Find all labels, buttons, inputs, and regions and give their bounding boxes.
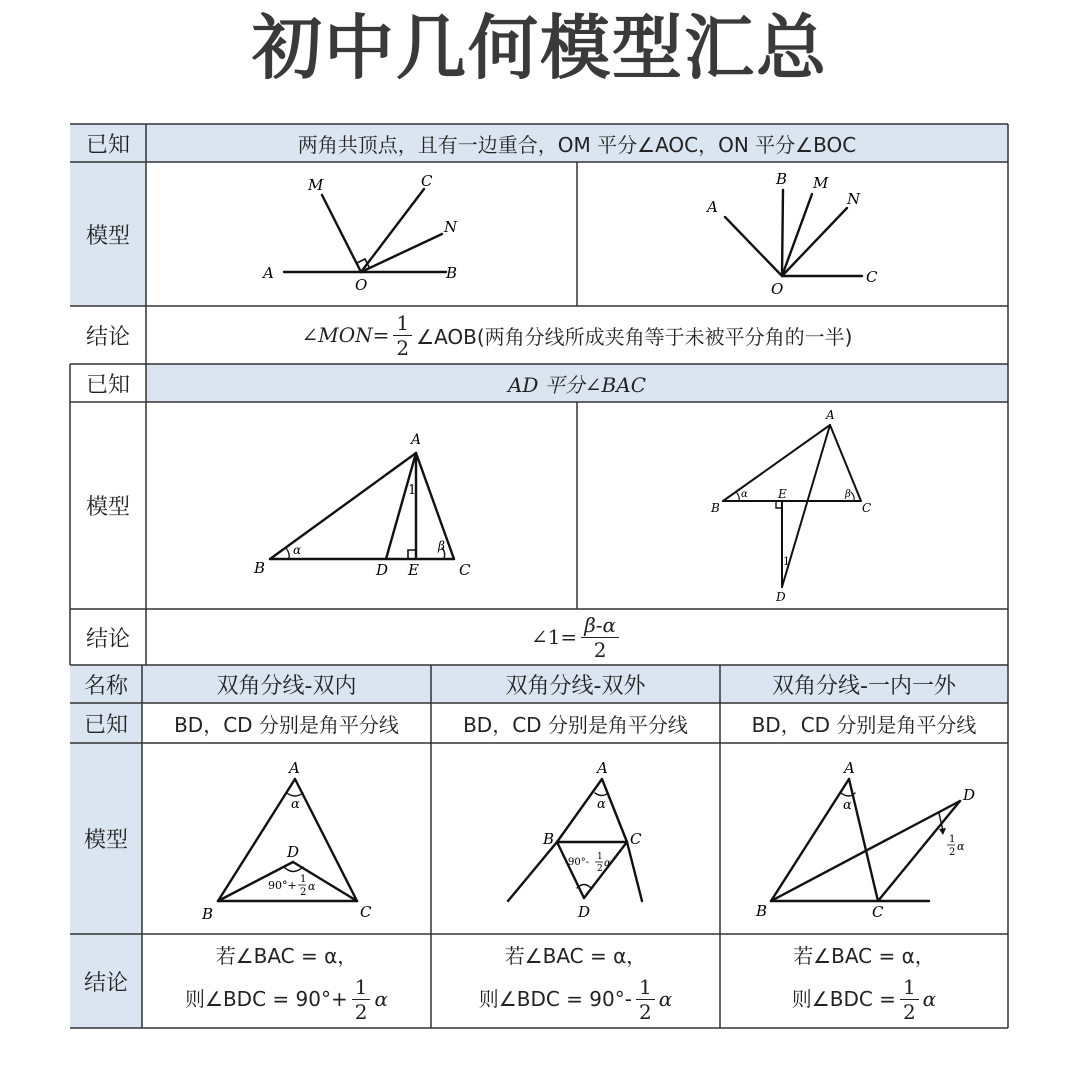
conclusion-pre: ∠1= xyxy=(530,625,578,649)
s2-model-label: 模型 xyxy=(70,402,146,609)
fraction xyxy=(581,612,619,662)
interior-exterior-bisector-figure xyxy=(720,743,1008,934)
conclusion-post: ∠AOB(两角分线所成夹角等于未被平分角的一半) xyxy=(416,324,853,349)
triangle-altitude-figure-2 xyxy=(577,402,1008,609)
fraction-denominator: 2 xyxy=(902,999,916,1024)
label-c: C xyxy=(866,268,878,286)
label-a: A xyxy=(826,408,835,422)
label-d: D xyxy=(376,561,389,579)
label-a: A xyxy=(263,264,274,282)
conclusion-pre: ∠MON= xyxy=(301,323,390,347)
ray-on xyxy=(782,208,847,276)
s3-conclusion-label: 结论 xyxy=(70,934,142,1028)
label-a: A xyxy=(289,759,300,777)
page-title: 初中几何模型汇总 xyxy=(252,7,828,89)
s2-model-figure-1 xyxy=(146,402,577,609)
label-angle-post: α xyxy=(957,840,965,853)
arc-beta xyxy=(851,492,854,501)
s3-col1-figure xyxy=(142,743,431,934)
s1-known-label: 已知 xyxy=(70,124,146,162)
side-ab xyxy=(557,779,602,842)
bisector-bd xyxy=(771,801,960,901)
bisector-bd xyxy=(557,842,584,898)
label-e: E xyxy=(778,487,787,501)
double-exterior-bisector-figure xyxy=(431,743,720,934)
angle-bisector-figure-2 xyxy=(577,162,1008,306)
label-b: B xyxy=(543,830,555,848)
conclusion-line-2 xyxy=(185,974,388,1024)
s3-col2-conclusion xyxy=(431,934,720,1028)
s2-conclusion xyxy=(146,609,1008,665)
fraction xyxy=(393,310,412,360)
s1-model-label: 模型 xyxy=(70,162,146,306)
label-c: C xyxy=(862,501,872,515)
label-angle-post: α xyxy=(604,858,611,869)
label-c: C xyxy=(459,561,471,579)
side-ac xyxy=(416,453,454,559)
s2-known-text: AD 平分∠BAC xyxy=(146,364,1008,402)
s3-col1-conclusion xyxy=(142,934,431,1028)
side-ab xyxy=(723,425,830,501)
fraction xyxy=(636,974,655,1024)
ray-om xyxy=(322,195,361,272)
label-c: C xyxy=(360,903,372,921)
s3-col1-known: BD，CD 分别是角平分线 xyxy=(174,712,399,737)
label-d: D xyxy=(287,843,300,861)
label-m: M xyxy=(308,176,324,194)
fraction-numerator: β-α xyxy=(581,615,619,638)
label-angle-post: α xyxy=(308,880,316,893)
label-angle-num: 1 xyxy=(300,874,307,885)
label-alpha: α xyxy=(597,797,606,812)
label-angle-den: 2 xyxy=(597,864,603,874)
fraction-numerator: 1 xyxy=(352,977,371,1000)
conclusion-post: α xyxy=(922,987,937,1011)
s3-model-label: 模型 xyxy=(70,743,142,934)
label-c: C xyxy=(421,172,433,190)
label-n: N xyxy=(444,218,458,236)
label-angle-num: 1 xyxy=(949,834,956,845)
label-n: N xyxy=(847,190,861,208)
label-b: B xyxy=(202,905,214,923)
s3-col1-name: 双角分线-双内 xyxy=(142,665,431,703)
conclusion-line-1: 若∠BAC = α， xyxy=(215,944,358,968)
fraction-denominator: 2 xyxy=(396,335,410,360)
ray-on xyxy=(361,234,442,272)
bisector-cd xyxy=(878,801,960,901)
conclusion-line-2 xyxy=(792,974,936,1024)
fraction-denominator: 2 xyxy=(354,999,368,1024)
label-b: B xyxy=(254,559,266,577)
conclusion-line-1: 若∠BAC = α， xyxy=(504,944,647,968)
label-d: D xyxy=(963,786,976,804)
label-o: O xyxy=(771,280,784,298)
s1-model-figure-2 xyxy=(577,162,1008,306)
s2-conclusion-label: 结论 xyxy=(70,609,146,665)
label-b: B xyxy=(446,264,458,282)
label-alpha: α xyxy=(293,543,302,557)
label-c: C xyxy=(872,903,884,921)
conclusion-line-2 xyxy=(479,974,672,1024)
fraction-numerator: 1 xyxy=(636,977,655,1000)
conclusion-pre: 则∠BDC = 90°- xyxy=(478,987,632,1011)
label-a: A xyxy=(411,432,422,448)
label-d: D xyxy=(776,590,786,604)
s3-known-label: 已知 xyxy=(70,703,142,743)
label-angle-den: 2 xyxy=(300,887,307,898)
ray-oc xyxy=(361,189,424,272)
label-beta: β xyxy=(845,489,851,500)
label-e: E xyxy=(408,561,419,579)
label-b: B xyxy=(776,170,788,188)
conclusion-post: α xyxy=(374,987,388,1011)
label-angle-num: 1 xyxy=(597,852,603,862)
s3-name-label: 名称 xyxy=(70,665,142,703)
label-c: C xyxy=(630,830,642,848)
arc-alpha xyxy=(737,493,739,501)
angle-bisector-figure-1 xyxy=(146,162,577,306)
label-d: D xyxy=(578,903,591,921)
label-alpha: α xyxy=(843,798,852,813)
s1-known-text: 两角共顶点，且有一边重合，OM 平分∠AOC，ON 平分∠BOC xyxy=(146,124,1008,162)
fraction-numerator: 1 xyxy=(900,977,919,1000)
conclusion-pre: 则∠BDC = xyxy=(791,987,896,1011)
label-angle-pre: 90°+ xyxy=(268,879,297,892)
double-interior-bisector-figure xyxy=(142,743,431,934)
s3-col3-known: BD，CD 分别是角平分线 xyxy=(751,712,977,737)
s2-model-figure-2 xyxy=(577,402,1008,609)
fraction-numerator: 1 xyxy=(393,313,412,336)
extension-ab xyxy=(508,842,557,901)
label-b: B xyxy=(756,902,768,920)
conclusion-line-1: 若∠BAC = α， xyxy=(793,944,935,968)
arc-alpha xyxy=(286,548,289,559)
label-angle-1: 1 xyxy=(408,483,417,498)
fraction xyxy=(900,974,919,1024)
side-ab xyxy=(771,779,849,901)
fraction-denominator: 2 xyxy=(638,999,652,1024)
s3-col2-figure xyxy=(431,743,720,934)
ray-oa xyxy=(725,217,782,276)
label-angle-pre: 90°- xyxy=(568,857,590,868)
angle-pointer-arrowhead xyxy=(939,828,946,835)
bisector-ad xyxy=(386,453,416,559)
label-beta: β xyxy=(438,539,445,553)
s3-col3-name: 双角分线-一内一外 xyxy=(720,665,1008,703)
label-angle-1: 1 xyxy=(783,555,790,568)
arc-alpha xyxy=(595,793,608,796)
ray-om xyxy=(782,194,812,276)
label-m: M xyxy=(813,174,829,192)
s1-model-figure-1 xyxy=(146,162,577,306)
label-a: A xyxy=(597,759,608,777)
label-angle-den: 2 xyxy=(949,847,956,858)
label-a: A xyxy=(844,759,855,777)
label-alpha: α xyxy=(291,797,300,812)
ray-ob xyxy=(782,190,783,276)
fraction xyxy=(352,974,371,1024)
s3-col2-known: BD，CD 分别是角平分线 xyxy=(463,712,688,737)
arc-alpha xyxy=(287,793,303,796)
side-ab xyxy=(270,453,416,559)
s1-conclusion xyxy=(146,306,1008,364)
s2-known-label: 已知 xyxy=(70,364,146,402)
side-ac xyxy=(849,779,878,901)
extension-ac xyxy=(627,842,642,901)
label-alpha: α xyxy=(741,489,748,500)
s3-col3-conclusion xyxy=(720,934,1008,1028)
triangle-altitude-figure-1 xyxy=(146,402,577,609)
fraction-denominator: 2 xyxy=(593,637,607,662)
s3-col2-name: 双角分线-双外 xyxy=(431,665,720,703)
conclusion-post: α xyxy=(658,987,673,1011)
label-o: O xyxy=(355,276,368,294)
label-b: B xyxy=(711,501,720,515)
conclusion-pre: 则∠BDC = 90°+ xyxy=(185,987,348,1011)
bisector-cd xyxy=(584,842,627,898)
label-a: A xyxy=(707,198,718,216)
s1-conclusion-label: 结论 xyxy=(70,306,146,364)
s3-col3-figure xyxy=(720,743,1008,934)
